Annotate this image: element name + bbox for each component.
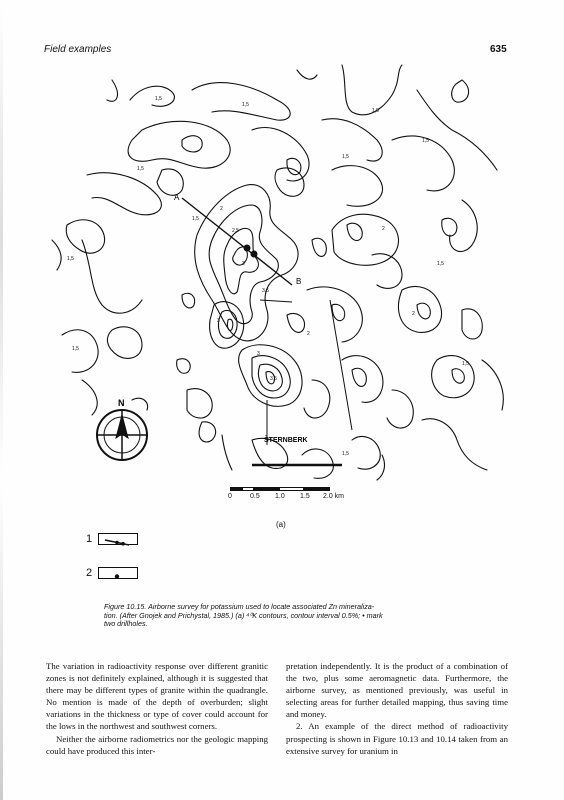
page-binding-edge [0,0,3,800]
contour-label: 1,5 [155,96,162,102]
paragraph: The variation in radioactivity response over different granitic zones is not definitely explained, although it is suggested that there may be different types of granite within the quadrangle. No mention is made of the depth of overburden; slight variations in the thickness or type of cover could account for the lows in the northwest and southwest corners. [46,661,268,732]
page-number: 635 [490,44,507,55]
contour-line [312,238,326,256]
contour-line [227,319,232,330]
contour-line [482,360,503,410]
contour-line [130,86,174,106]
contour-line [177,359,191,374]
contour-line [347,223,362,240]
contour-line [182,293,195,308]
contour-line [398,286,441,332]
scale-tick-label: 1.0 [275,493,285,500]
figure-caption [104,603,484,629]
contour-line [332,304,345,320]
contour-line [352,436,380,469]
profile-label-a: A [174,193,180,202]
contour-label: 1,5 [192,216,199,222]
contour-line [392,136,454,191]
panel-label: (a) [276,520,286,529]
contour-label: 3 [242,261,245,267]
contour-line [87,173,161,215]
contour-label: 1,5 [342,154,349,160]
contour-line [107,80,117,101]
north-arrow-icon [97,410,147,460]
contour-label: 2 [382,226,385,232]
scale-tick-label: 2.0 km [323,493,345,500]
north-label: N [118,398,125,408]
contour-line [452,369,464,383]
paragraph: 2. An example of the direct method of radioactivity prospecting is shown in Figure 10.13 and 10.14 taken from an extensive survey for uranium in [286,721,508,756]
profile-label-b: B [296,277,302,286]
contour-line [62,330,98,373]
potassium-contour-map [42,60,522,490]
contour-line [82,240,142,313]
contour-line [199,422,216,442]
caption-line: two drillholes. [104,619,148,629]
contour-label: 2 [307,331,310,337]
body-column-left [46,660,268,757]
contour-line [377,455,384,480]
boundary-line [330,300,352,430]
body-column-right [286,660,508,757]
contour-line [387,390,413,428]
contour-line [222,435,232,470]
contour-label: 3,5 [262,288,269,294]
contour-label: 1,5 [72,346,79,352]
contour-label: 1,5 [137,166,144,172]
contour-line [82,380,97,415]
contour-line [302,449,333,478]
contour-line [128,121,230,168]
contour-line [304,380,330,418]
drillhole-marker [251,251,257,257]
drillhole-marker [244,245,250,251]
contour-label: 2 [220,206,223,212]
contour-line [332,166,383,207]
contour-line [372,254,402,289]
drillhole-dot-icon [98,567,138,579]
contour-line [462,309,482,339]
contour-label: 2,5 [232,228,239,234]
running-header: Field examples [44,44,112,55]
contour-line [107,327,142,359]
caption-line: Figure 10.15. Airborne survey for potassium used to locate associated Zn mineraliza- [104,602,375,611]
contour-label: 3 [217,318,220,324]
paragraph: Neither the airborne radiometrics nor the geologic mapping could have produced this inter- [46,733,268,756]
contour-label: 1,5 [422,138,429,144]
contour-line [342,356,383,403]
scale-tick-label: 0 [228,493,232,500]
contour-label: 1,5 [437,261,444,267]
contour-line [210,302,244,349]
legend-item [86,533,138,545]
contour-line [452,80,469,102]
caption-line: tion. (After Gnojek and Prichystal, 1985.) (a) ⁴⁰K contours, contour interval 0.5%; • mark [104,610,383,620]
contour-line [332,214,398,265]
contour-label: 1,5 [462,361,469,367]
contour-line [287,313,305,332]
contour-line [442,218,457,236]
contour-line [417,303,430,319]
contour-line [450,200,478,252]
contour-line [352,368,366,386]
town-label: ŠTERNBERK [264,437,308,444]
contour-label: 3,5 [270,376,277,382]
contour-line [297,70,317,79]
contour-line [252,128,309,181]
contour-line [66,220,104,253]
scale-bar [230,487,360,503]
scale-tick-label: 0.5 [250,493,260,500]
contour-label: 1,5 [342,451,349,457]
contour-line [182,136,202,152]
contour-line [187,389,212,418]
legend-number: 2 [86,567,93,579]
contour-label: 1,5 [242,102,249,108]
contour-label: 1,5 [372,108,379,114]
contour-line [157,169,183,195]
scale-tick-label: 1.5 [300,493,310,500]
contour-line [132,398,148,410]
profile-line-icon [98,533,138,545]
contour-label: 1,5 [67,256,74,262]
contour-line [322,119,382,161]
legend-item [86,567,138,579]
contour-label: 2 [412,311,415,317]
contour-line [307,287,362,342]
contour-line [52,240,61,270]
contour-line [422,419,487,470]
legend-number: 1 [86,533,93,545]
paragraph: pretation independently. It is the product of a combination of the two, plus some aeromagnetic data. Furthermore, the airborne survey, as mentioned previously, was useful in selecting areas for further detailed mapping, thus saving time and money. [286,661,508,720]
contour-label: 3 [257,351,260,357]
